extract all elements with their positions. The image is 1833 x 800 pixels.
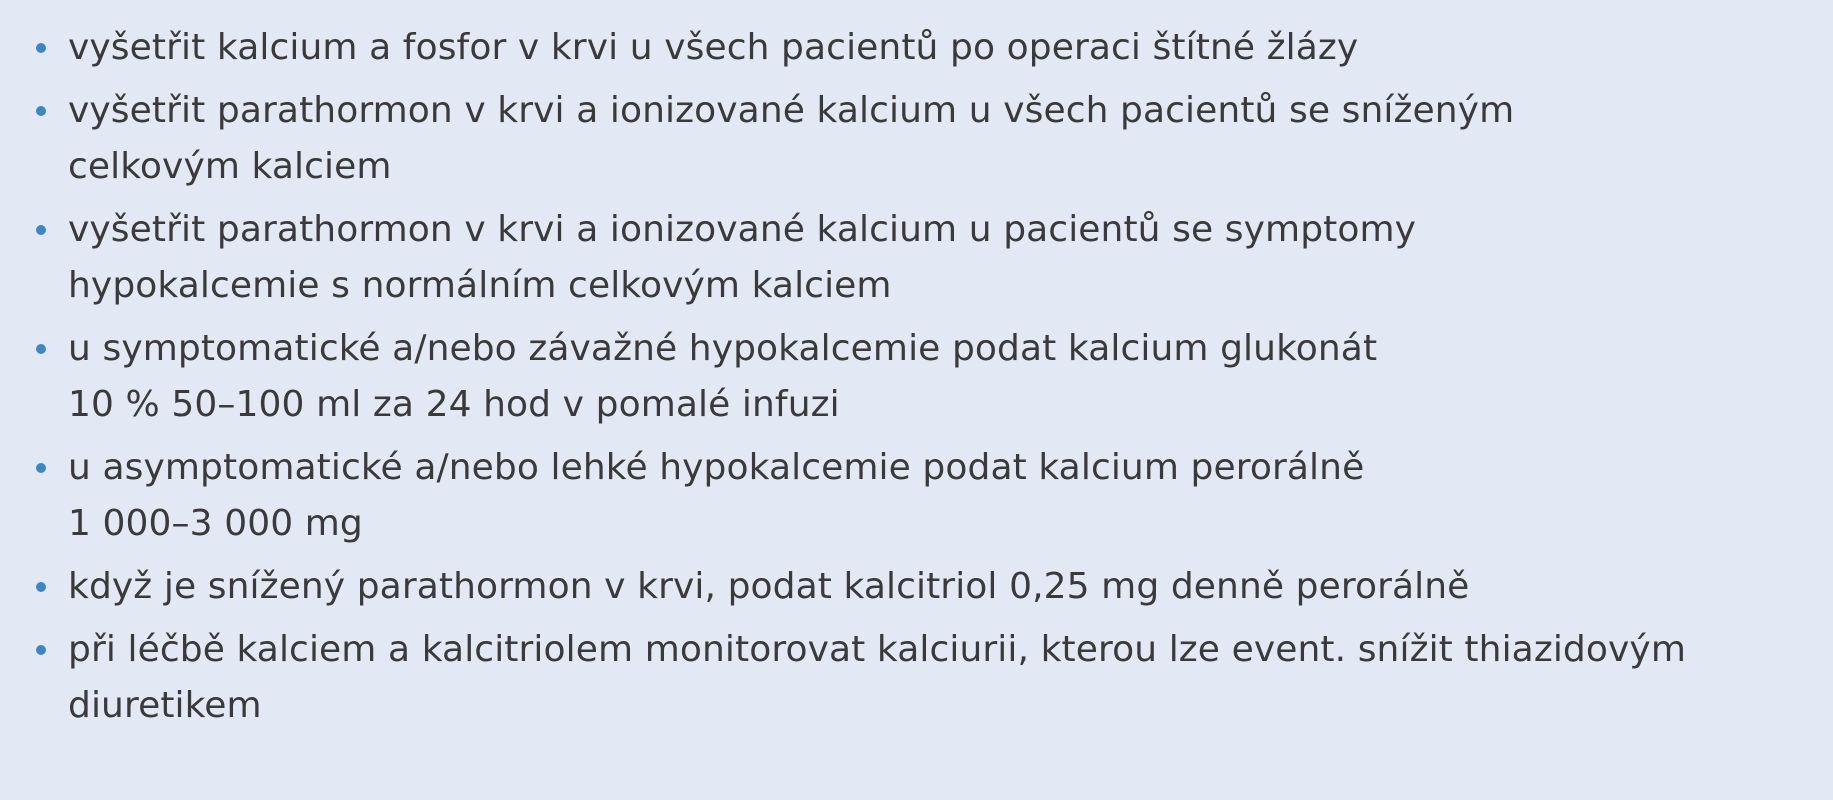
list-item-text: u symptomatické a/nebo závažné hypokalcemie podat kalcium glukonát	[68, 328, 1378, 369]
bullet-icon	[36, 43, 46, 53]
list-item-text-continuation: hypokalcemie s normálním celkovým kalciem	[68, 265, 892, 306]
list-item	[34, 202, 1809, 314]
bullet-icon	[36, 106, 46, 116]
list-item-text: při léčbě kalciem a kalcitriolem monitorovat kalciurii, kterou lze event. snížit thiazidovým	[68, 629, 1686, 670]
list-item	[34, 622, 1809, 734]
bullet-icon	[36, 225, 46, 235]
list-item-text-continuation: diuretikem	[68, 685, 262, 726]
list-item-text-continuation: celkovým kalciem	[68, 146, 392, 187]
list-item	[34, 440, 1809, 552]
list-item	[34, 20, 1809, 76]
bullet-icon	[36, 582, 46, 592]
list-item-text: vyšetřit parathormon v krvi a ionizované kalcium u všech pacientů se sníženým	[68, 90, 1515, 131]
list-item	[34, 83, 1809, 195]
bullet-icon	[36, 344, 46, 354]
list-item-text: vyšetřit parathormon v krvi a ionizované kalcium u pacientů se symptomy	[68, 209, 1417, 250]
list-item-text: u asymptomatické a/nebo lehké hypokalcemie podat kalcium perorálně	[68, 447, 1365, 488]
list-item-text-continuation: 1 000–3 000 mg	[68, 503, 363, 544]
list-item-text: vyšetřit kalcium a fosfor v krvi u všech pacientů po operaci štítné žlázy	[68, 27, 1359, 68]
list-item	[34, 321, 1809, 433]
list-item-text: když je snížený parathormon v krvi, podat kalcitriol 0,25 mg denně perorálně	[68, 566, 1470, 607]
list-item-text-continuation: 10 % 50–100 ml za 24 hod v pomalé infuzi	[68, 384, 840, 425]
bullet-icon	[36, 645, 46, 655]
bullet-icon	[36, 463, 46, 473]
recommendations-list	[34, 20, 1809, 734]
list-item	[34, 559, 1809, 615]
